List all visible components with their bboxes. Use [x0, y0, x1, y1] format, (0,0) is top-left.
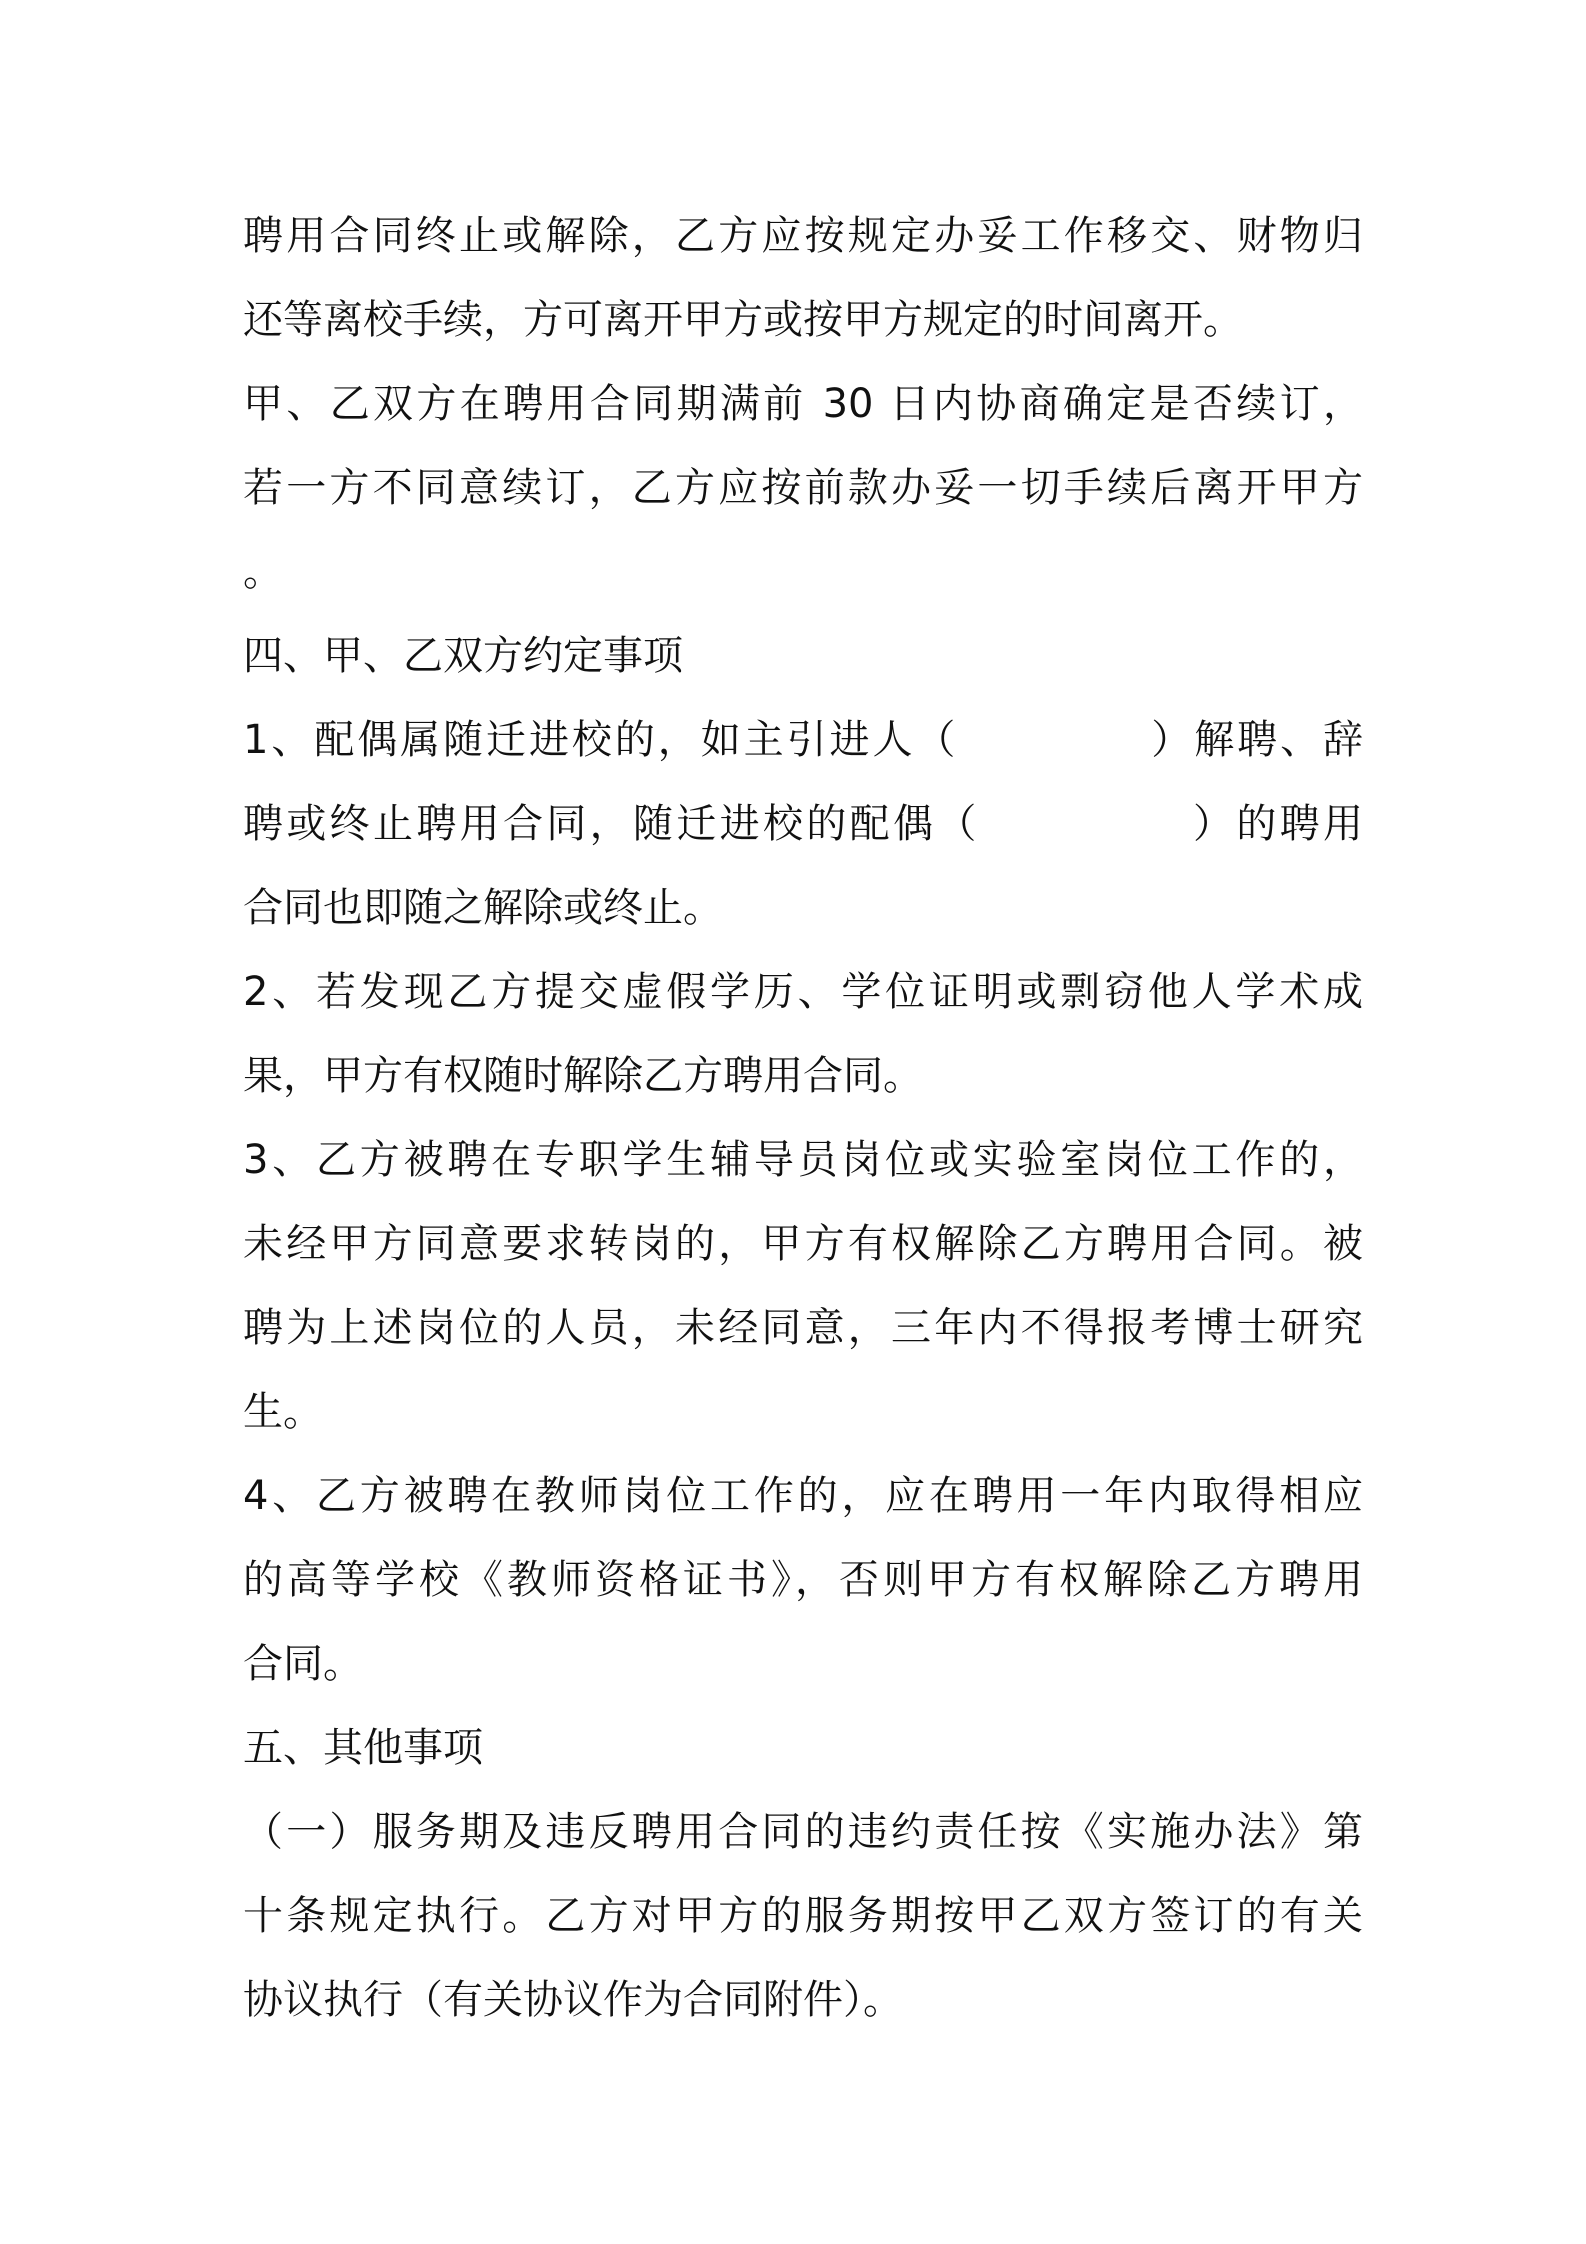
clause-line: 的高等学校《教师资格证书》，否则甲方有权解除乙方聘用 [243, 1557, 1363, 1603]
document-body [243, 194, 1363, 2042]
paragraph-line: 聘用合同终止或解除，乙方应按规定办妥工作移交、财物归 [243, 213, 1363, 259]
clause-line: 生。 [243, 1389, 323, 1435]
clause-line [243, 782, 1363, 866]
clause-line: 2、若发现乙方提交虚假学历、学位证明或剽窃他人学术成 [243, 969, 1363, 1015]
clause-line: 聘为上述岗位的人员，未经同意，三年内不得报考博士研究 [243, 1305, 1363, 1351]
clause-line: 4、乙方被聘在教师岗位工作的，应在聘用一年内取得相应 [243, 1473, 1363, 1519]
clause-line: 3、乙方被聘在专职学生辅导员岗位或实验室岗位工作的， [243, 1137, 1363, 1183]
clause-line: （一）服务期及违反聘用合同的违约责任按《实施办法》第 [243, 1809, 1363, 1855]
clause-line: 合同。 [243, 1641, 363, 1687]
section-heading: 四、甲、乙双方约定事项 [243, 633, 683, 679]
clause-line: 十条规定执行。乙方对甲方的服务期按甲乙双方签订的有关 [243, 1893, 1363, 1939]
clause-line: 未经甲方同意要求转岗的，甲方有权解除乙方聘用合同。被 [243, 1221, 1363, 1267]
clause-line [243, 698, 1363, 782]
clause-line: 果，甲方有权随时解除乙方聘用合同。 [243, 1053, 923, 1099]
clause-line: 合同也即随之解除或终止。 [243, 885, 723, 931]
paragraph-line: 若一方不同意续订，乙方应按前款办妥一切手续后离开甲方 [243, 465, 1363, 511]
clause-text: 1、配偶属随迁进校的，如主引进人（ [243, 717, 959, 763]
clause-line: 协议执行（有关协议作为合同附件）。 [243, 1977, 903, 2023]
paragraph-line: 还等离校手续，方可离开甲方或按甲方规定的时间离开。 [243, 297, 1243, 343]
section-heading: 五、其他事项 [243, 1725, 483, 1771]
clause-text: ）解聘、辞 [1148, 717, 1363, 763]
clause-text: 聘或终止聘用合同，随迁进校的配偶（ [243, 801, 980, 847]
clause-text: ）的聘用 [1189, 801, 1364, 847]
paragraph-line: 。 [243, 549, 283, 595]
paragraph-line: 甲、乙双方在聘用合同期满前 30 日内协商确定是否续订， [243, 381, 1363, 427]
